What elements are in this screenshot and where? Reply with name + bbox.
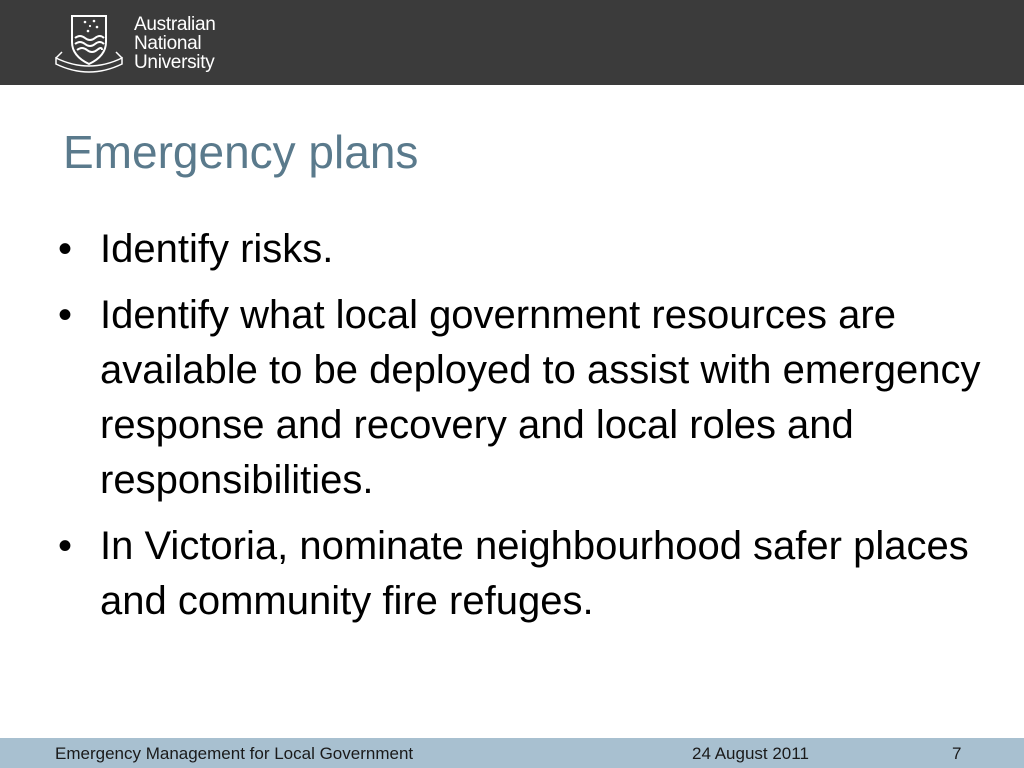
bullet-icon: • xyxy=(58,293,73,337)
footer-page-number: 7 xyxy=(952,744,962,763)
logo-line-2: National xyxy=(134,32,202,54)
anu-logo xyxy=(52,12,216,74)
bullet-item xyxy=(58,222,988,277)
logo-line-1: Australian xyxy=(134,13,216,35)
logo-line-3: University xyxy=(134,51,215,73)
header-bar xyxy=(0,0,1024,85)
logo-wordmark xyxy=(134,15,216,72)
bullet-text: Identify what local government resources are available to be deployed to assist with emergency response and recovery and local roles and responsibilities. xyxy=(100,293,981,502)
bullet-text: Identify risks. xyxy=(100,227,334,271)
bullet-item xyxy=(58,288,988,508)
bullet-item xyxy=(58,519,988,629)
bullet-list xyxy=(58,222,988,640)
bullet-text: In Victoria, nominate neighbourhood safer places and community fire refuges. xyxy=(100,524,969,623)
university-crest-icon xyxy=(52,12,126,74)
slide-title: Emergency plans xyxy=(63,126,419,178)
footer-date: 24 August 2011 xyxy=(692,744,809,763)
bullet-icon: • xyxy=(58,524,73,568)
bullet-icon: • xyxy=(58,227,73,271)
footer-presentation-title: Emergency Management for Local Government xyxy=(55,744,414,763)
